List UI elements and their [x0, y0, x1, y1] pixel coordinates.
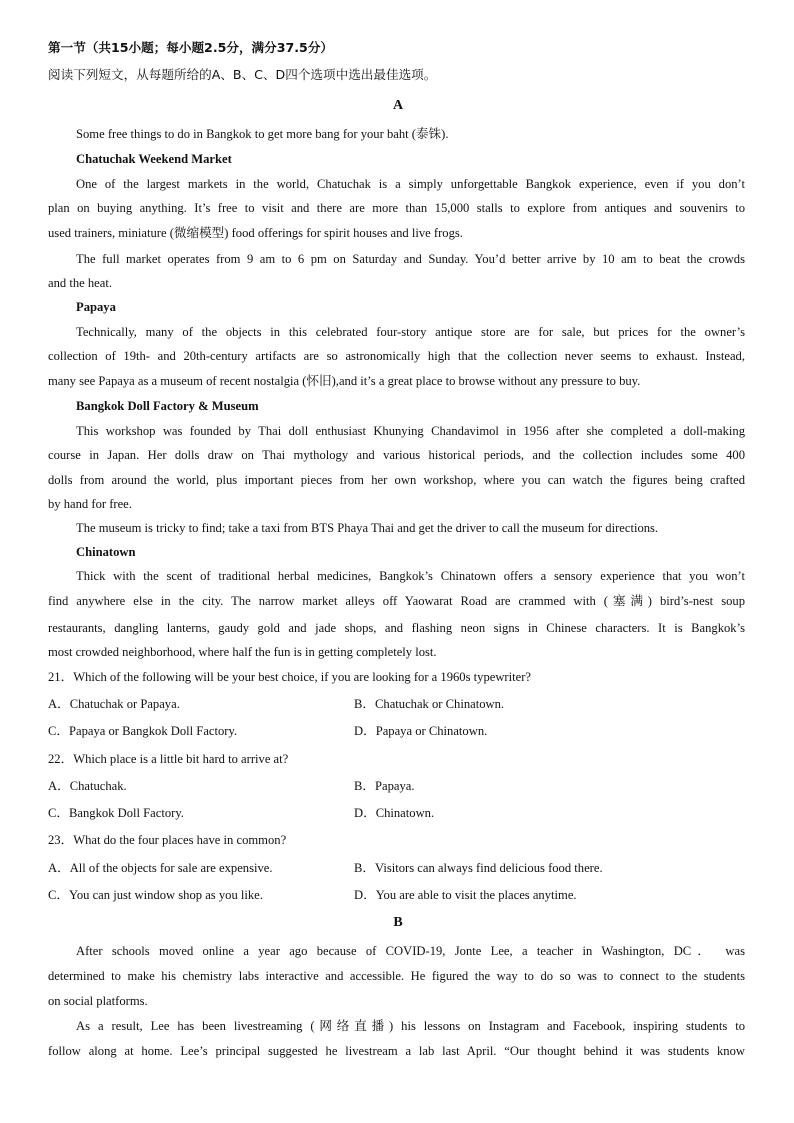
- passage-a-label: A: [392, 98, 404, 113]
- question-23-option-b[interactable]: B．Visitors can always find delicious food there.: [354, 861, 603, 875]
- passage-a-intro: Some free things to do in Bangkok to get more bang for your baht (泰铢).: [76, 127, 449, 141]
- chinatown-heading: Chinatown: [76, 545, 136, 559]
- question-22-option-b[interactable]: B．Papaya.: [354, 779, 415, 793]
- chatuchak-paragraph-line: and the heat.: [48, 276, 112, 290]
- question-22-stem: 22．Which place is a little bit hard to arrive at?: [48, 752, 289, 766]
- question-22-option-c[interactable]: C．Bangkok Doll Factory.: [48, 806, 184, 820]
- question-21-option-c[interactable]: C．Papaya or Bangkok Doll Factory.: [48, 724, 238, 738]
- papaya-paragraph-line: many see Papaya as a museum of recent nostalgia (怀旧),and it’s a great place to browse without any pressure to buy.: [48, 374, 641, 388]
- doll-factory-paragraph-line: The museum is tricky to find; take a taxi from BTS Phaya Thai and get the driver to call the museum for directions.: [76, 521, 659, 535]
- passage-b-paragraph-line: on social platforms.: [48, 994, 148, 1008]
- doll-factory-paragraph-line: dolls from around the world, plus important pieces from her own workshop, where you can watch the figures being crafted: [48, 473, 745, 487]
- passage-b-paragraph-line: As a result, Lee has been livestreaming (网络直播) his lessons on Instagram and Facebook, inspiring students to: [76, 1019, 745, 1033]
- chinatown-paragraph-line: find anywhere else in the city. The narrow market alleys off Yaowarat Road are crammed with (塞满) bird’s-nest soup: [48, 594, 745, 608]
- question-21-option-b[interactable]: B．Chatuchak or Chinatown.: [354, 697, 505, 711]
- question-23-option-d[interactable]: D．You are able to visit the places anytime.: [354, 888, 577, 902]
- chinatown-paragraph-line: Thick with the scent of traditional herbal medicines, Bangkok’s Chinatown offers a sensory experience that you won’t: [76, 569, 745, 583]
- question-23-stem: 23．What do the four places have in common?: [48, 833, 287, 847]
- passage-b-paragraph-line: After schools moved online a year ago because of COVID-19, Jonte Lee, a teacher in Washington, DC． was: [76, 944, 745, 958]
- chatuchak-paragraph-line: used trainers, miniature (微缩模型) food offerings for spirit houses and live frogs.: [48, 226, 463, 240]
- chatuchak-paragraph-line: The full market operates from 9 am to 6 pm on Saturday and Sunday. You’d better arrive by 10 am to beat the crowds: [76, 252, 745, 266]
- section-title: 第一节（共15小题；每小题2.5分，满分37.5分）: [48, 40, 334, 55]
- question-23-option-c[interactable]: C．You can just window shop as you like.: [48, 888, 263, 902]
- doll-factory-paragraph-line: course in Japan. Her dolls draw on Thai mythology and various historical periods, and the collection includes some 400: [48, 448, 745, 462]
- question-22-option-d[interactable]: D．Chinatown.: [354, 806, 435, 820]
- chatuchak-paragraph-line: plan on buying anything. It’s free to visit and there are more than 15,000 stalls to explore from antiques and souvenirs to: [48, 201, 745, 215]
- doll-factory-paragraph-line: This workshop was founded by Thai doll enthusiast Khunying Chandavimol in 1956 after she completed a doll-making: [76, 424, 745, 438]
- papaya-paragraph-line: collection of 19th- and 20th-century artifacts are so astronomically high that the collection never seems to exhaust. Instead,: [48, 349, 745, 363]
- question-21-option-a[interactable]: A．Chatuchak or Papaya.: [48, 697, 180, 711]
- section-instructions: 阅读下列短文，从每题所给的A、B、C、D四个选项中选出最佳选项。: [48, 67, 437, 82]
- doll-factory-paragraph-line: by hand for free.: [48, 497, 132, 511]
- papaya-heading: Papaya: [76, 300, 116, 314]
- passage-b-label: B: [393, 915, 403, 930]
- doll-factory-heading: Bangkok Doll Factory & Museum: [76, 399, 259, 413]
- chinatown-paragraph-line: most crowded neighborhood, where half the fun is in getting completely lost.: [48, 645, 437, 659]
- chatuchak-paragraph-line: One of the largest markets in the world, Chatuchak is a simply unforgettable Bangkok experience, even if you don’t: [76, 177, 745, 191]
- passage-b-paragraph-line: determined to make his chemistry labs interactive and accessible. He figured the way to do so was to connect to the students: [48, 969, 745, 983]
- chatuchak-heading: Chatuchak Weekend Market: [76, 152, 232, 166]
- question-21-option-d[interactable]: D．Papaya or Chinatown.: [354, 724, 488, 738]
- papaya-paragraph-line: Technically, many of the objects in this celebrated four-story antique store are for sale, but prices for the owner’s: [76, 325, 745, 339]
- passage-b-paragraph-line: follow along at home. Lee’s principal suggested he livestream a lab last April. “Our thought behind it was students know: [48, 1044, 745, 1058]
- question-22-option-a[interactable]: A．Chatuchak.: [48, 779, 127, 793]
- question-23-option-a[interactable]: A．All of the objects for sale are expensive.: [48, 861, 273, 875]
- question-21-stem: 21．Which of the following will be your best choice, if you are looking for a 1960s typewriter?: [48, 670, 531, 684]
- chinatown-paragraph-line: restaurants, dangling lanterns, gaudy gold and jade shops, and flashing neon signs in Chinese characters. It is Bangkok’s: [48, 621, 745, 635]
